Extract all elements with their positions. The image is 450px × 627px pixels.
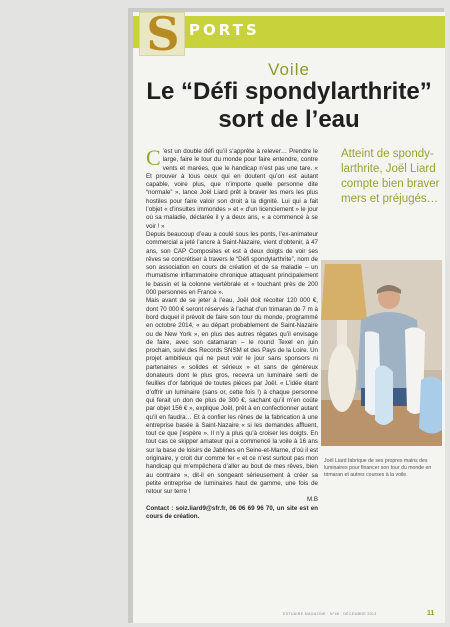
pull-quote: Atteint de spondylarthrite, Joël Liard compte bien braver mers et préjugés… xyxy=(341,148,440,205)
body-paragraph xyxy=(146,145,318,231)
article-photo xyxy=(321,260,442,446)
author-signature: M.B xyxy=(306,496,318,504)
section-title: PORTS xyxy=(189,21,260,39)
article-kicker: Voile xyxy=(268,60,310,79)
article-headline xyxy=(133,78,445,134)
drop-cap: C xyxy=(146,145,161,170)
page-footer: ESTUAIRE MAGAZINE · N°48 · DÉCEMBRE 2013 xyxy=(283,612,377,616)
headline-line-2: sort de l’eau xyxy=(218,106,360,133)
page-number: 11 xyxy=(427,610,435,617)
headline-line-1: Le “Défi spondylarthrite” xyxy=(146,78,432,105)
section-letter: S xyxy=(146,12,180,61)
body-paragraph: Depuis beaucoup d’eau a coulé sous les ponts, l’ex-animateur commercial a jeté l’ancre à Saint-Nazaire, vient d’obtenir, à 47 ans, son CAP Composites et est à deux doigts de voir ses rêves se concrétiser à travers le “Défi spondylarthrite”, nom de son association en cours de création et de sa maladie – un rhumatisme inflammatoire chronique attaquant principalement le bassin et la colonne vertébrale et « touchant près de 200 000 personnes en France ». xyxy=(146,230,318,297)
contact-line: Contact : soiz.liard9@sfr.fr, 06 06 69 96 70, un site est en cours de création. xyxy=(146,504,318,521)
article-body xyxy=(146,145,318,618)
photo-caption: Joël Liard fabrique de ses propres mains des luminaires pour financer son tour du monde en trimaran et autres courses à la voile. xyxy=(324,458,432,478)
photo-illustration xyxy=(321,260,442,446)
magazine-page xyxy=(133,12,445,623)
paragraph-text: ’est un double défi qu’il s’apprête à relever… Prendre le large, faire le tour du monde pour faire entendre, contre vents et marées, que le handicap n’est pas une tare. « Et prouver à tous ceux qui en doutent qu’on est autant capable, voire plus, que n’importe quelle personne dite “normale” », lance Joël Liard prêt à braver les mers les plus hostiles pour faire valoir son droit à la dignité. Lui qui a fait l’objet « d’insultes immondes » et « d’un licenciement » le jour où sa maladie, déclarée il y a deux ans, « a commencé à se voir ! » xyxy=(146,148,318,230)
body-paragraph: Mais avant de se jeter à l’eau, Joël doit récolter 120 000 €, dont 70 000 € seront réservés à l’achat d’un trimaran de 7 m à bord duquel il prévoit de faire son tour du monde, programmé en octobre 2014, « au départ probablement de Saint-Nazaire ou de New York », en plus des autres régates qu’il envisage de faire, avec son catamaran – le round Texel en juin prochain, suivi des Records SNSM et des Pays de la Loire. Un projet ambitieux qui ne peut voir le jour sans sponsors ni partenaires « solides et sérieux » et sans de généreux donateurs dont le plus gros, recevra un luminaire serti de feuilles d’or fabriqué de toutes pièces par Joël. « L’idée étant d’offrir un luminaire (sans or, cette fois !) à chaque personne qui ferait un don de plus de 300 €, sachant qu’il m’en coûte par objet 156 € », explique Joël, prêt à en confectionner autant qu’il en faudra… Et à confier les rênes de la fabrication à une entreprise basée à Saint-Nazaire « si les demandes affluent, tout ce que j’espère ». Il n’y a plus qu’à croiser les doigts. En tout cas ce skipper amateur qui a commencé la voile à 16 ans sur la base de loisirs de Jablines en Seine-et-Marne, d’où il est originaire, y croit dur comme fer « et ce n’est surtout pas mon handicap qui m’empêchera d’aller au bout de mes rêves, bien au contraire », dit-il en songeant sérieusement à créer sa petite entreprise de luminaires haut de gamme, une fois de retour sur terre ! xyxy=(146,297,318,496)
